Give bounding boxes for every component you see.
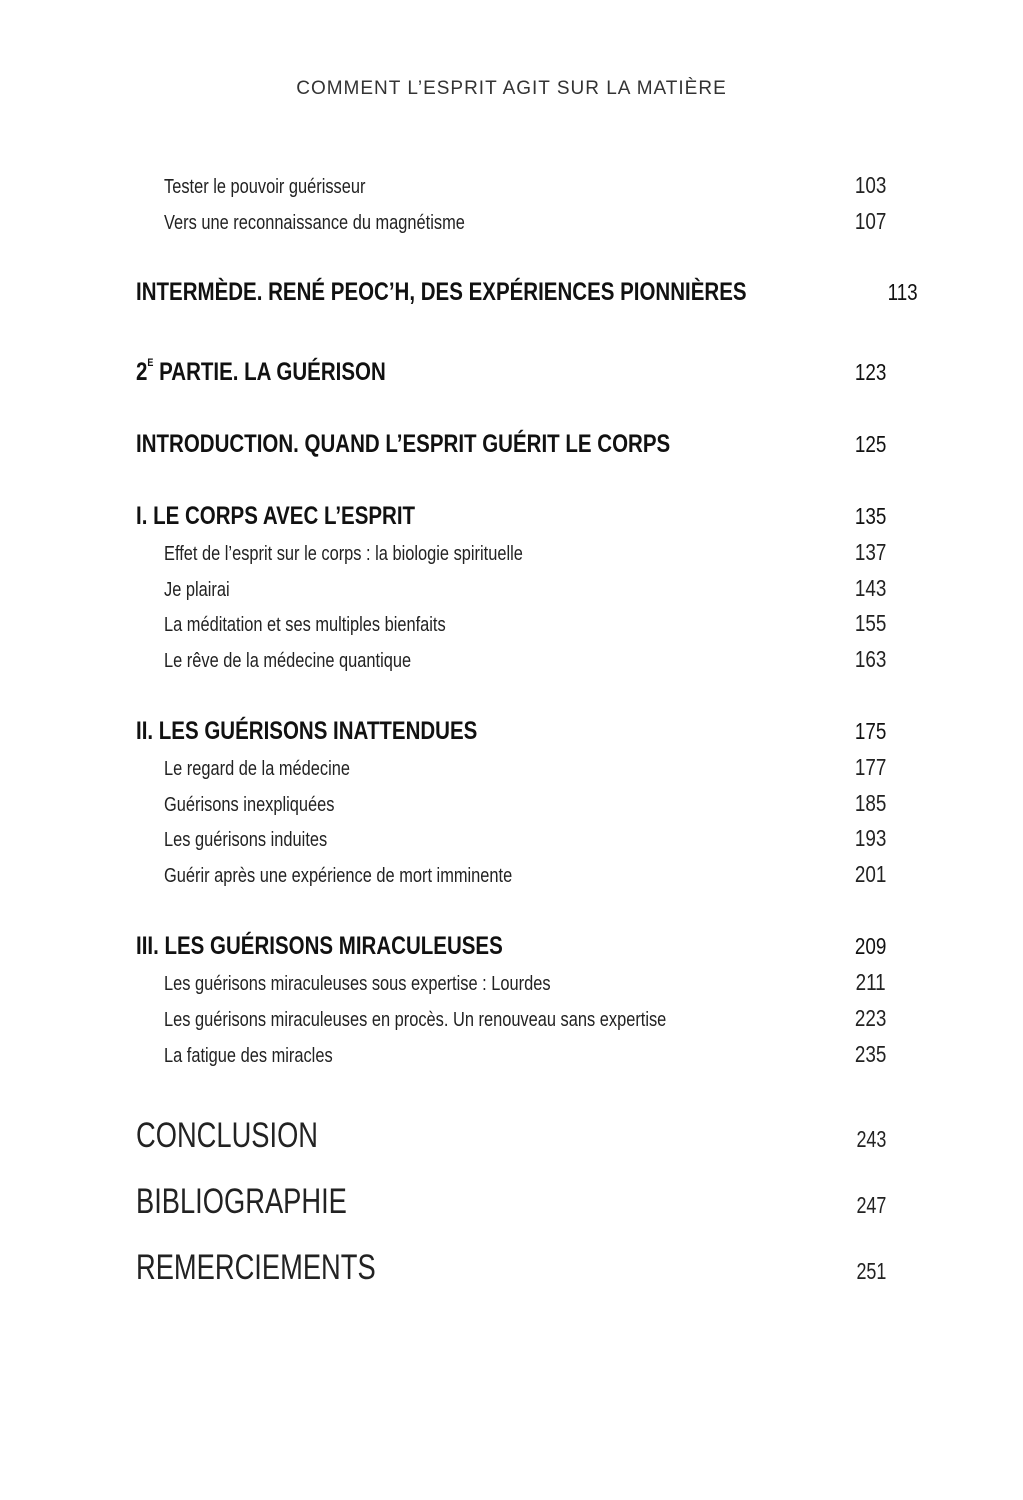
toc-chapter-2-page: 175	[854, 718, 886, 744]
toc-entry-label: Effet de l’esprit sur le corps : la biologie spirituelle	[164, 543, 523, 565]
toc-intermede-page: 113	[887, 279, 918, 305]
toc-remerciements[interactable]	[136, 1248, 886, 1288]
toc-entry-page: 185	[854, 790, 886, 816]
toc-chapter-2-label: II. LES GUÉRISONS INATTENDUES	[136, 717, 478, 745]
toc-part-2-page: 123	[854, 359, 886, 385]
toc-entry-page: 201	[854, 861, 886, 887]
toc-chapter-1-page: 135	[854, 503, 886, 529]
toc-bibliographie-label: BIBLIOGRAPHIE	[136, 1182, 347, 1221]
toc-entry[interactable]	[164, 1041, 886, 1068]
toc-conclusion[interactable]	[136, 1116, 886, 1156]
toc-introduction-page: 125	[854, 431, 886, 457]
toc-entry-label: Les guérisons induites	[164, 829, 328, 851]
toc-entry-page: 103	[854, 172, 886, 198]
toc-entry[interactable]	[164, 861, 886, 888]
toc-entry[interactable]	[164, 610, 886, 637]
running-head: COMMENT L’ESPRIT AGIT SUR LA MATIÈRE	[296, 78, 727, 99]
toc-entry-page: 223	[854, 1005, 886, 1031]
toc-entry-label: Les guérisons miraculeuses en procès. Un renouveau sans expertise	[164, 1009, 667, 1031]
toc-introduction[interactable]	[136, 430, 886, 459]
toc-entry[interactable]	[164, 1005, 886, 1032]
toc-entry-label: Guérisons inexpliquées	[164, 794, 335, 816]
toc-entry[interactable]	[164, 539, 886, 566]
toc-remerciements-label: REMERCIEMENTS	[136, 1248, 376, 1287]
toc-entry-label: Guérir après une expérience de mort imminente	[164, 865, 513, 887]
toc-chapter-3-label: III. LES GUÉRISONS MIRACULEUSES	[136, 932, 503, 960]
part-title: PARTIE. LA GUÉRISON	[153, 358, 386, 386]
toc-entry-page: 163	[854, 646, 886, 672]
toc-bibliographie[interactable]	[136, 1182, 886, 1222]
toc-intermede[interactable]	[136, 278, 918, 307]
toc-entry-label: La fatigue des miracles	[164, 1045, 333, 1067]
toc-entry[interactable]	[164, 172, 886, 199]
toc-entry[interactable]	[164, 969, 886, 996]
toc-entry[interactable]	[164, 790, 886, 817]
toc-entry-page: 107	[854, 208, 886, 234]
toc-entry-page: 137	[854, 539, 886, 565]
toc-conclusion-label: CONCLUSION	[136, 1116, 319, 1155]
toc-entry-label: La méditation et ses multiples bienfaits	[164, 614, 446, 636]
toc-entry-page: 177	[854, 754, 886, 780]
toc-chapter-3[interactable]	[136, 932, 886, 961]
toc-entry-label: Tester le pouvoir guérisseur	[164, 176, 366, 198]
toc-conclusion-page: 243	[856, 1126, 886, 1152]
toc-entry-page: 155	[854, 610, 886, 636]
toc-entry-label: Vers une reconnaissance du magnétisme	[164, 212, 465, 234]
toc-introduction-label: INTRODUCTION. QUAND L’ESPRIT GUÉRIT LE CORPS	[136, 430, 671, 458]
toc-entry[interactable]	[164, 575, 886, 602]
toc-bibliographie-page: 247	[856, 1192, 886, 1218]
toc-entry[interactable]	[164, 646, 886, 673]
toc-entry-page: 143	[854, 575, 886, 601]
toc-chapter-2[interactable]	[136, 717, 886, 746]
toc-entry-page: 211	[855, 969, 886, 995]
toc-entry[interactable]	[164, 208, 886, 235]
part-ordinal-superscript: E	[147, 357, 154, 369]
toc-chapter-3-page: 209	[854, 933, 886, 959]
toc-entry-label: Je plairai	[164, 579, 230, 601]
toc-part-2-label	[136, 357, 386, 387]
toc-intermede-label: INTERMÈDE. RENÉ PEOC’H, DES EXPÉRIENCES PIONNIÈRES	[136, 278, 747, 306]
toc-remerciements-page: 251	[856, 1258, 886, 1284]
toc-entry[interactable]	[164, 754, 886, 781]
toc-entry-page: 193	[854, 825, 886, 851]
toc-part-2[interactable]	[136, 357, 886, 387]
toc-entry-label: Le rêve de la médecine quantique	[164, 650, 412, 672]
toc-entry-label: Le regard de la médecine	[164, 758, 350, 780]
toc-entry-label: Les guérisons miraculeuses sous expertise : Lourdes	[164, 973, 551, 995]
part-number: 2	[136, 358, 148, 386]
toc-entry-page: 235	[854, 1041, 886, 1067]
toc-chapter-1[interactable]	[136, 502, 886, 531]
toc-entry[interactable]	[164, 825, 886, 852]
toc-chapter-1-label: I. LE CORPS AVEC L’ESPRIT	[136, 502, 416, 530]
